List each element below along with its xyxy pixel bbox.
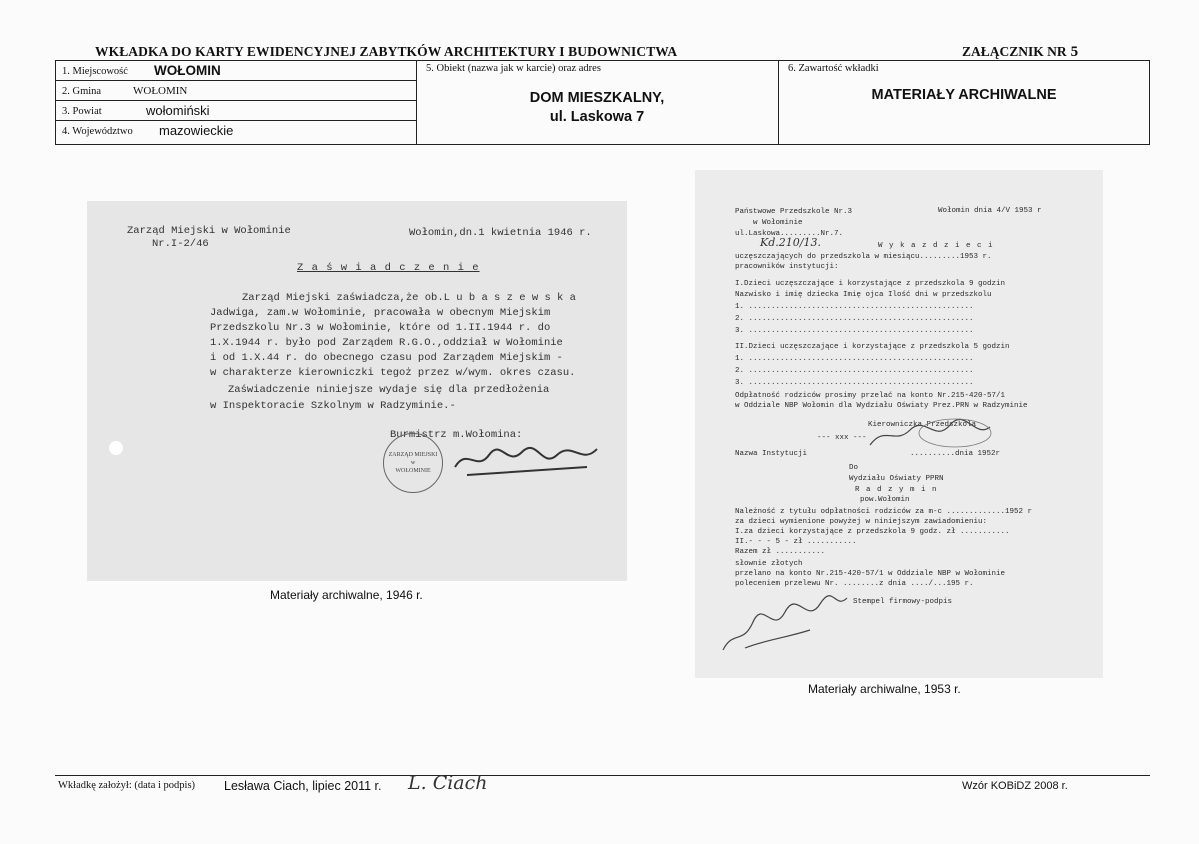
doc-line: R a d z y m i n bbox=[855, 486, 938, 494]
doc-line: poleceniem przelewu Nr. ........z dnia ..../...195 r. bbox=[735, 580, 974, 588]
caption-1946: Materiały archiwalne, 1946 r. bbox=[270, 588, 423, 602]
doc-line: Państwowe Przedszkole Nr.3 bbox=[735, 208, 853, 216]
footer-divider bbox=[55, 775, 1150, 776]
doc-line: Wołomin dnia 4/V 1953 r bbox=[938, 207, 1042, 215]
doc-line: Nazwisko i imię dziecka Imię ojca Ilość dni w przedszkolu bbox=[735, 291, 992, 299]
object-value bbox=[416, 89, 778, 127]
footer-signature: L. Ciach bbox=[408, 772, 488, 794]
content-value: MATERIAŁY ARCHIWALNE bbox=[871, 87, 1057, 103]
doc-line: pow.Wołomin bbox=[860, 496, 910, 504]
footer-label: Wkładkę założył: (data i podpis) bbox=[58, 780, 196, 791]
doc-line: 2. .................................................. bbox=[735, 315, 974, 323]
doc-line: W y k a z d z i e c i bbox=[878, 242, 994, 250]
form-title: WKŁADKA DO KARTY EWIDENCYJNEJ ZABYTKÓW ARCHITEKTURY I BUDOWNICTWA bbox=[95, 44, 678, 59]
doc-line: II.Dzieci uczęszczające i korzystające z przedszkola 5 godzin bbox=[735, 343, 1010, 351]
field-label-commune: 2. Gmina bbox=[62, 86, 102, 97]
official-seal bbox=[383, 433, 443, 493]
field-value-town: WOŁOMIN bbox=[154, 63, 221, 78]
seal-text: ZARZĄD MIEJSKI bbox=[388, 452, 438, 458]
doc-line: słownie złotych bbox=[735, 560, 803, 568]
caption-1953: Materiały archiwalne, 1953 r. bbox=[808, 682, 961, 696]
doc-line: Do bbox=[849, 464, 859, 472]
annex-label bbox=[962, 44, 1078, 61]
footer-author: Lesława Ciach, lipiec 2011 r. bbox=[224, 779, 382, 793]
doc-line: pracowników instytucji: bbox=[735, 263, 839, 271]
doc-line: 1. .................................................. bbox=[735, 303, 974, 311]
handwritten-signature bbox=[860, 405, 1000, 460]
form-template-version: Wzór KOBiDZ 2008 r. bbox=[962, 780, 1068, 792]
annex-label-text: ZAŁĄCZNIK NR bbox=[962, 44, 1067, 59]
signature-mark bbox=[447, 437, 627, 482]
doc-line: Stempel firmowy-podpis bbox=[853, 598, 953, 606]
doc-line: Przedszkolu Nr.3 w Wołominie, które od 1.II.1944 r. do bbox=[210, 322, 551, 334]
doc-line: Burmistrz m.Wołomina: bbox=[390, 429, 523, 441]
doc-line: w Wołominie bbox=[753, 219, 803, 227]
seal-text: WOŁOMINIE bbox=[395, 468, 431, 474]
archival-document-1946 bbox=[87, 201, 627, 581]
doc-line: Zaświadczenie niniejsze wydaje się dla przedłożenia bbox=[228, 384, 550, 396]
object-label: 5. Obiekt (nazwa jak w karcie) oraz adres bbox=[426, 63, 601, 74]
handwritten-annotation bbox=[715, 590, 855, 655]
doc-line: i od 1.X.44 r. do obecnego czasu pod Zarządem Miejskim - bbox=[210, 352, 563, 364]
doc-line: Należność z tytułu odpłatności rodziców za m-c .............1952 r bbox=[735, 508, 1033, 516]
doc-line: Kierowniczka Przedszkola bbox=[868, 421, 977, 429]
doc-line: Jadwiga, zam.w Wołominie, pracowała w obecnym Miejskim bbox=[210, 307, 551, 319]
doc-line: w Oddziale NBP Wołomin dla Wydziału Oświaty Prez.PRN w Radzyminie bbox=[735, 402, 1028, 410]
table-divider bbox=[56, 100, 416, 101]
annex-number: 5 bbox=[1070, 44, 1079, 60]
object-address: ul. Laskowa 7 bbox=[549, 109, 645, 125]
seal-text: w bbox=[410, 460, 416, 466]
table-divider bbox=[56, 120, 416, 121]
doc-line: Razem zł ........... bbox=[735, 548, 826, 556]
doc-line: w charakterze kierowniczki tegoż przez w/wym. okres czasu. bbox=[210, 367, 576, 379]
doc-line: 2. .................................................. bbox=[735, 367, 974, 375]
doc-line: 3. .................................................. bbox=[735, 327, 974, 335]
doc-line: I.Dzieci uczęszczające i korzystające z przedszkola 9 godzin bbox=[735, 280, 1006, 288]
doc-line: Zarząd Miejski zaświadcza,że ob.L u b a s z e w s k a bbox=[242, 292, 576, 304]
doc-line: Wołomin,dn.1 kwietnia 1946 r. bbox=[409, 227, 592, 239]
doc-line: --- xxx --- bbox=[817, 434, 867, 442]
table-divider bbox=[56, 80, 416, 81]
field-label-voivodeship: 4. Województwo bbox=[62, 126, 133, 137]
doc-line: uczęszczających do przedszkola w miesiącu.........1953 r. bbox=[735, 253, 992, 261]
field-label-town: 1. Miejscowość bbox=[62, 66, 128, 77]
doc-line: ..........dnia 1952r bbox=[910, 450, 1001, 458]
content-label: 6. Zawartość wkładki bbox=[788, 63, 879, 74]
doc-line: Odpłatność rodziców prosimy przelać na konto Nr.215-420-57/1 bbox=[735, 392, 1006, 400]
doc-line: Zarząd Miejski w Wołominie bbox=[127, 225, 291, 237]
doc-line: Wydziału Oświaty PPRN bbox=[849, 475, 944, 483]
punch-hole bbox=[109, 441, 123, 455]
form-table bbox=[55, 60, 1150, 145]
doc-line: 1.X.1944 r. było pod Zarządem R.G.O.,oddział w Wołominie bbox=[210, 337, 563, 349]
archival-document-1953 bbox=[695, 170, 1103, 678]
doc-line: ul.Laskowa.........Nr.7. bbox=[735, 230, 844, 238]
doc-line: I.za dzieci korzystające z przedszkola 9 godz. zł ........... bbox=[735, 528, 1010, 536]
field-value-county: wołomiński bbox=[146, 103, 210, 118]
handwritten-note: Kd.210/13. bbox=[760, 236, 821, 249]
doc-line: w Inspektoracie Szkolnym w Radzyminie.- bbox=[210, 400, 456, 412]
doc-line: 3. .................................................. bbox=[735, 379, 974, 387]
field-value-voivodeship: mazowieckie bbox=[159, 123, 234, 138]
doc-line: za dzieci wymienione powyżej w niniejszym zawiadomieniu: bbox=[735, 518, 988, 526]
doc-line: Z a ś w i a d c z e n i e bbox=[297, 262, 480, 274]
object-name: DOM MIESZKALNY, bbox=[529, 90, 665, 106]
doc-line: Nazwa Instytucji bbox=[735, 450, 808, 458]
field-value-commune: WOŁOMIN bbox=[133, 85, 188, 97]
doc-line: 1. .................................................. bbox=[735, 355, 974, 363]
field-label-county: 3. Powiat bbox=[62, 106, 102, 117]
doc-line: Nr.I-2/46 bbox=[152, 238, 209, 250]
doc-line: przelano na konto Nr.215-420-57/1 w Oddziale NBP w Wołominie bbox=[735, 570, 1006, 578]
doc-line: II.- - - 5 - zł ........... bbox=[735, 538, 857, 546]
